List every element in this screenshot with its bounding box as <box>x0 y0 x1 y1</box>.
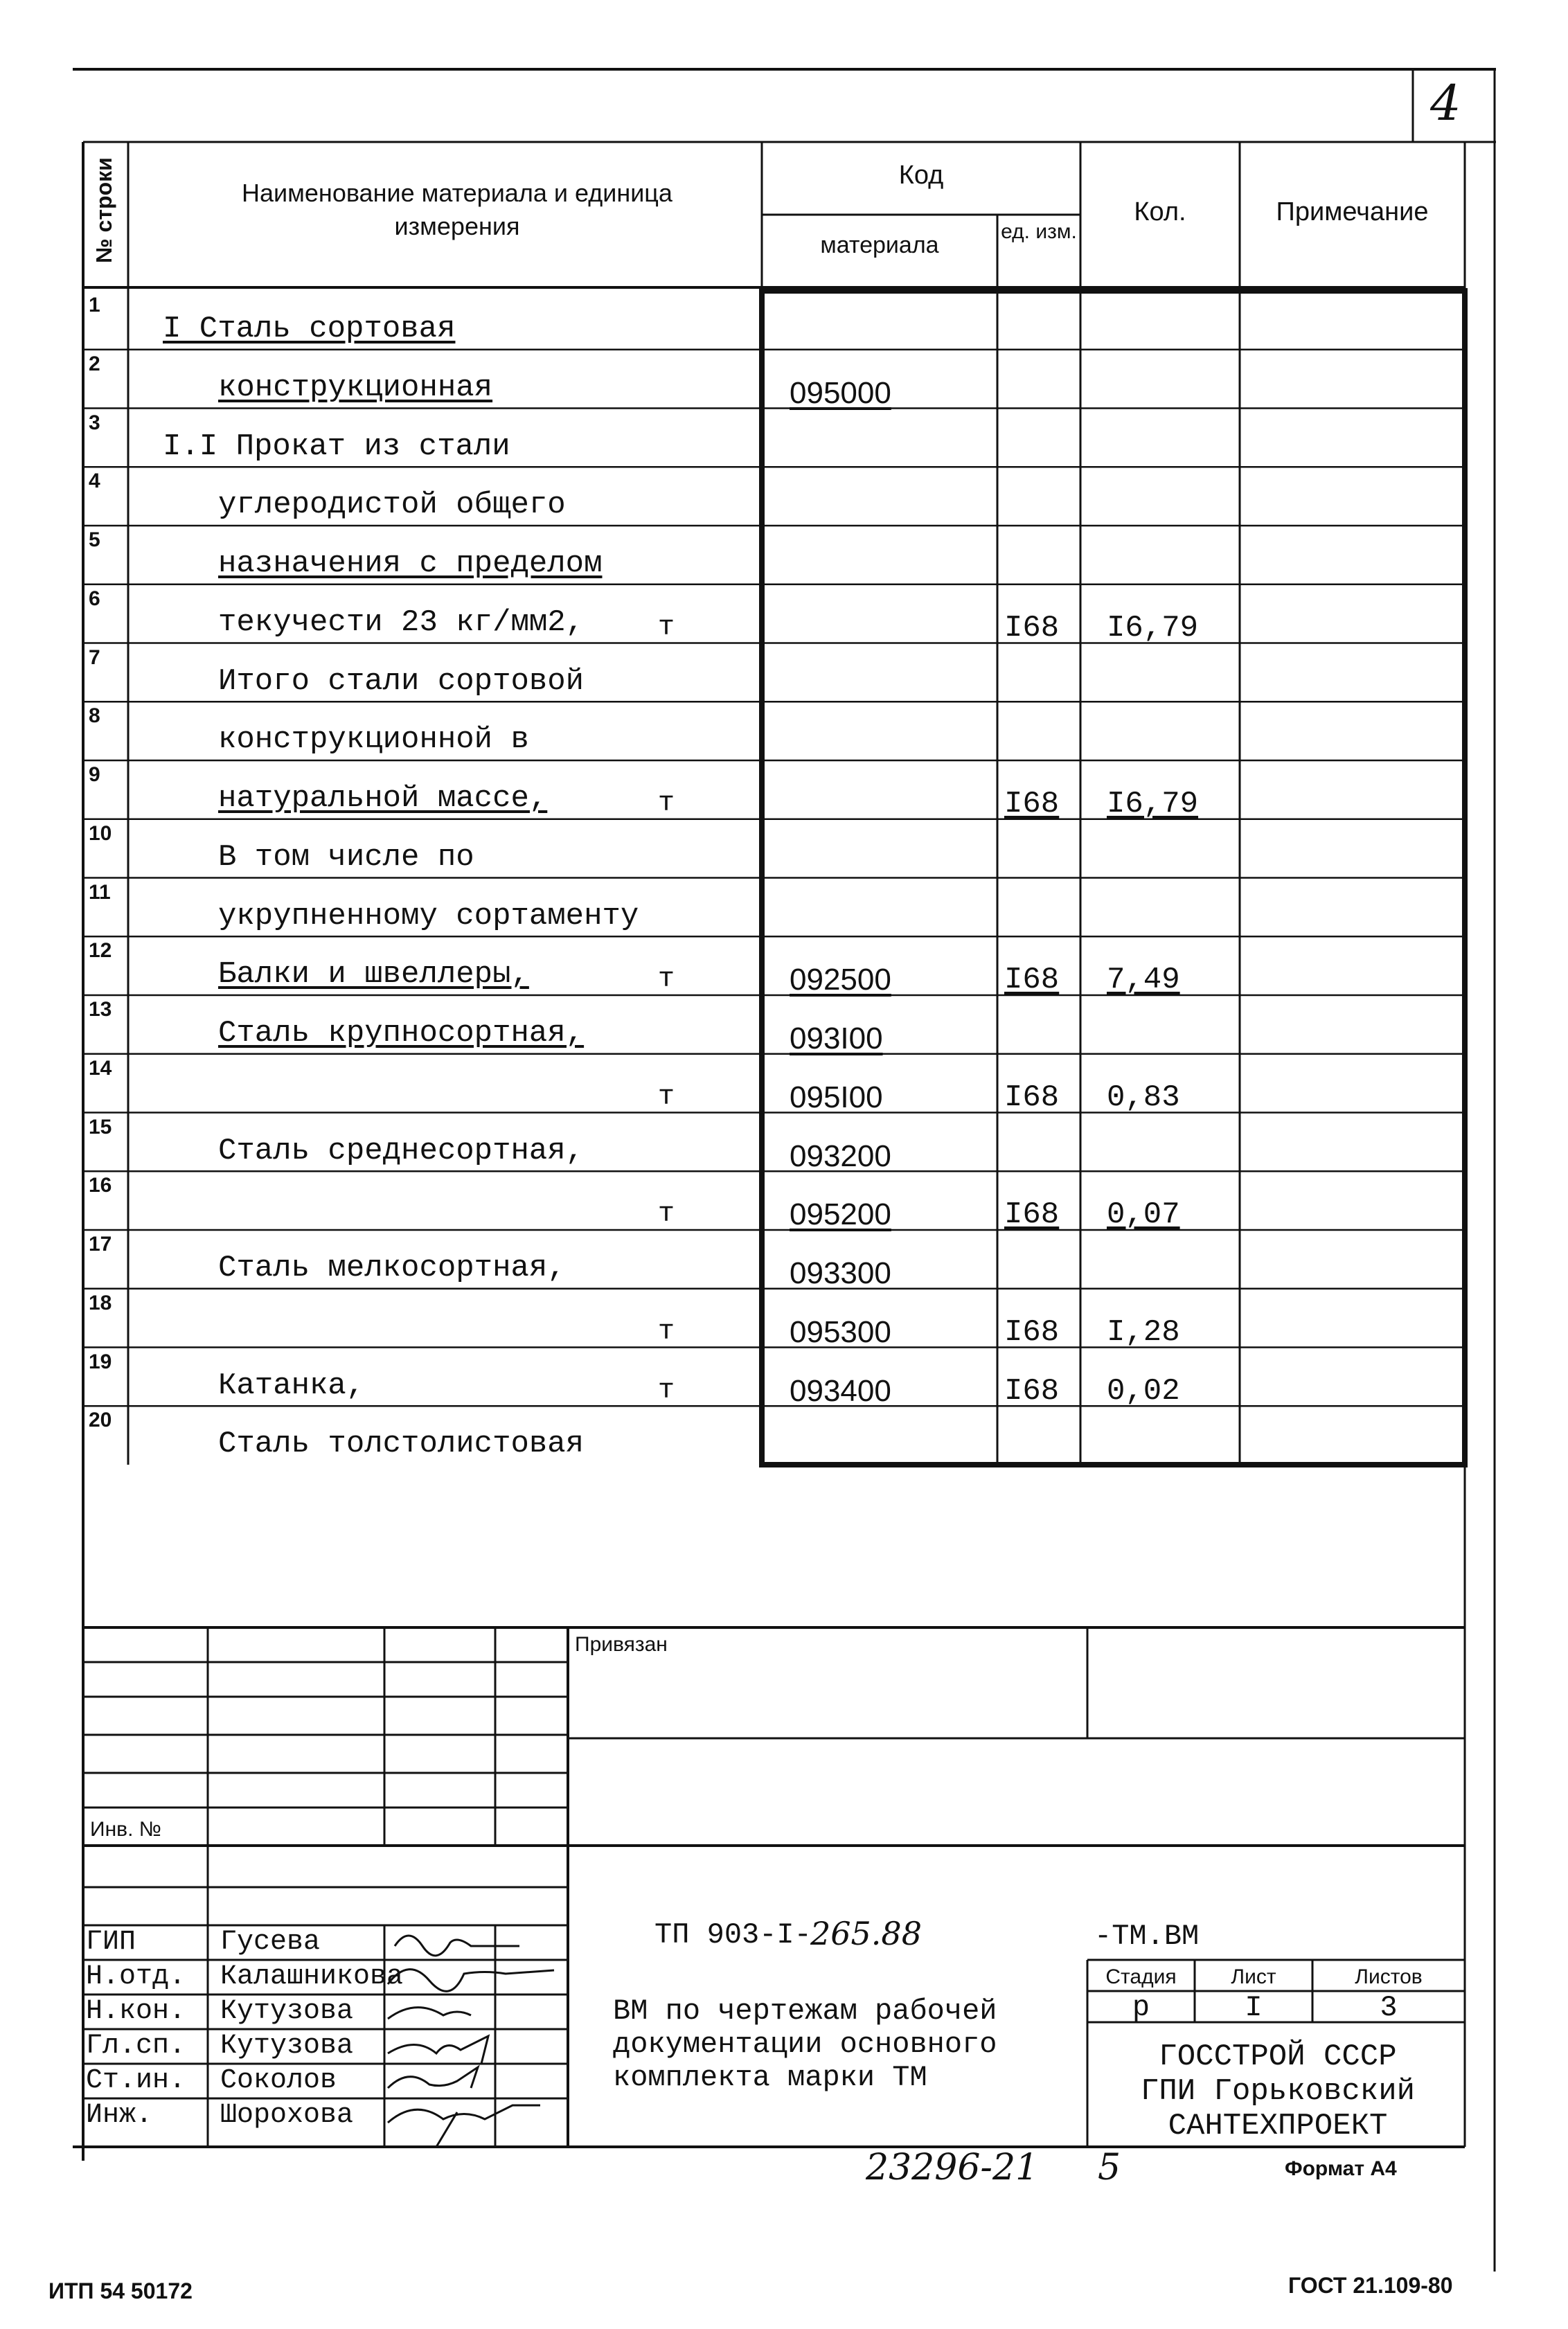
row-number: 11 <box>89 880 111 904</box>
doc-code: ТП 903-I- <box>654 1918 812 1952</box>
row-number-header: № строки <box>91 157 116 263</box>
inv-no-label: Инв. № <box>90 1818 161 1841</box>
staff-name: Калашникова <box>220 1961 404 1992</box>
footer-number: 23296-21 <box>866 2147 1039 2188</box>
unit-symbol: т <box>658 612 675 643</box>
table-row <box>83 526 1461 585</box>
sheet-value: I <box>1245 1991 1263 2024</box>
doc-description: ВМ по чертежам рабочей документации основного комплекта марки ТМ <box>613 1995 997 2094</box>
organization: ГОССТРОЙ СССР ГПИ Горьковский САНТЕХПРОЕКТ <box>1140 2040 1416 2143</box>
material-name: В том числе по <box>218 839 474 875</box>
material-code: 095300 <box>790 1314 891 1349</box>
unit-code: I68 <box>1004 1080 1060 1115</box>
unit-symbol: т <box>658 1081 675 1113</box>
table-row <box>83 760 1461 820</box>
doc-code-number: 265.88 <box>810 1915 922 1952</box>
table-row <box>83 585 1461 644</box>
material-code: 092500 <box>790 963 891 997</box>
staff-role: Н.кон. <box>86 1996 186 2027</box>
footer-left-code: ИТП 54 50172 <box>48 2278 193 2303</box>
table-row <box>83 350 1461 409</box>
material-code: 095200 <box>790 1197 891 1232</box>
staff-role: Инж. <box>86 2100 153 2131</box>
material-code: 095I00 <box>790 1080 883 1114</box>
table-row <box>83 409 1461 468</box>
row-number: 16 <box>89 1174 112 1197</box>
row-number: 13 <box>89 998 112 1021</box>
material-code: 093I00 <box>790 1021 883 1055</box>
table-row <box>83 467 1461 526</box>
material-code: 093400 <box>790 1373 891 1408</box>
sheets-label: Листов <box>1355 1965 1423 1988</box>
row-number: 9 <box>89 763 100 786</box>
qty-header: Кол. <box>1134 197 1186 226</box>
gost-reference: ГОСТ 21.109-80 <box>1288 2273 1453 2298</box>
unit-code: I68 <box>1004 963 1060 998</box>
row-number: 12 <box>89 939 112 963</box>
row-number: 2 <box>89 352 100 375</box>
quantity: 0,83 <box>1107 1080 1180 1115</box>
material-name: I.I Прокат из стали <box>163 429 510 464</box>
unit-symbol: т <box>658 1316 675 1348</box>
staff-role: ГИП <box>86 1927 136 1958</box>
row-number: 1 <box>89 294 100 316</box>
staff-role: Н.отд. <box>86 1961 186 1992</box>
material-name: конструкционная <box>218 370 493 405</box>
staff-role: Ст.ин. <box>86 2065 186 2096</box>
table-row <box>83 819 1461 879</box>
material-name: текучести 23 кг/мм2, <box>218 605 585 640</box>
material-code-header: материала <box>820 232 939 258</box>
table-row <box>83 878 1461 938</box>
unit-code: I68 <box>1004 1197 1060 1233</box>
row-number: 20 <box>89 1409 112 1432</box>
table-row <box>83 1289 1461 1348</box>
material-name: Сталь толстолистовая <box>218 1427 585 1462</box>
material-name: натуральной массе, <box>218 781 548 816</box>
table-row <box>83 291 1461 350</box>
quantity: I6,79 <box>1107 787 1199 821</box>
table-row <box>83 702 1461 761</box>
row-number: 15 <box>89 1115 112 1139</box>
material-name: Балки и швеллеры, <box>218 957 529 992</box>
stage-value: р <box>1132 1991 1150 2024</box>
unit-code: I68 <box>1004 787 1060 821</box>
staff-name: Шорохова <box>220 2100 354 2131</box>
table-row <box>83 995 1461 1055</box>
table-row <box>83 1113 1461 1172</box>
table-row <box>83 936 1461 996</box>
footer-page: 5 <box>1098 2147 1121 2188</box>
row-number: 4 <box>89 470 100 493</box>
staff-name: Гусева <box>220 1927 321 1958</box>
material-name-header: Наименование материала и единица измерения <box>242 179 672 240</box>
table-row <box>83 1348 1461 1407</box>
material-name: Сталь крупносортная, <box>218 1016 585 1051</box>
table-row <box>83 1171 1461 1231</box>
material-name: конструкционной в <box>218 722 529 758</box>
unit-symbol: т <box>658 964 675 996</box>
material-code: 093300 <box>790 1256 891 1290</box>
staff-name: Кутузова <box>220 2031 354 2062</box>
staff-name: Соколов <box>220 2065 337 2096</box>
format-label: Формат А4 <box>1285 2157 1397 2180</box>
unit-symbol: т <box>658 1199 675 1231</box>
material-name: Сталь мелкосортная, <box>218 1251 566 1285</box>
material-name: Итого стали сортовой <box>218 663 585 699</box>
material-name: I Сталь сортовая <box>163 312 456 346</box>
unit-code: I68 <box>1004 1314 1060 1350</box>
row-number: 19 <box>89 1350 112 1373</box>
row-number: 17 <box>89 1233 112 1256</box>
quantity: 0,02 <box>1107 1373 1180 1409</box>
staff-role: Гл.сп. <box>86 2031 186 2062</box>
row-number: 10 <box>89 821 112 845</box>
code-header: Код <box>898 161 944 190</box>
stage-label: Стадия <box>1105 1965 1177 1988</box>
material-name: углеродистой общего <box>218 488 566 523</box>
staff-name: Кутузова <box>220 1996 354 2027</box>
table-row <box>83 643 1461 703</box>
row-number: 8 <box>89 704 100 728</box>
material-name: Катанка, <box>218 1368 365 1403</box>
material-name: Сталь среднесортная, <box>218 1133 585 1168</box>
quantity: I,28 <box>1107 1314 1180 1350</box>
material-code: 093200 <box>790 1139 891 1173</box>
privyazan-label: Привязан <box>575 1633 668 1656</box>
row-number: 18 <box>89 1291 112 1314</box>
sheets-value: 3 <box>1380 1991 1398 2024</box>
unit-symbol: т <box>658 1375 675 1407</box>
row-number: 14 <box>89 1056 112 1080</box>
row-number: 5 <box>89 528 100 551</box>
note-header: Примечание <box>1276 197 1429 226</box>
table-row <box>83 1054 1461 1114</box>
sheet-label: Лист <box>1231 1965 1276 1988</box>
signatures <box>374 1925 596 2154</box>
unit-code: I68 <box>1004 1373 1060 1409</box>
doc-suffix: -ТМ.ВМ <box>1094 1920 1200 1953</box>
sheet-corner-number: 4 <box>1430 75 1461 132</box>
quantity: 0,07 <box>1107 1197 1180 1233</box>
quantity: 7,49 <box>1107 963 1180 998</box>
table-row <box>83 1230 1461 1290</box>
row-number: 3 <box>89 411 100 434</box>
row-number: 6 <box>89 587 100 610</box>
unit-header: ед. изм. <box>1001 220 1077 243</box>
row-number: 7 <box>89 645 100 669</box>
material-code: 095000 <box>790 375 891 410</box>
quantity: I6,79 <box>1107 610 1199 645</box>
material-name: укрупненному сортаменту <box>218 898 639 934</box>
table-row <box>83 1406 1461 1465</box>
material-name: назначения с пределом <box>218 546 603 581</box>
unit-code: I68 <box>1004 610 1060 645</box>
unit-symbol: т <box>658 788 675 819</box>
